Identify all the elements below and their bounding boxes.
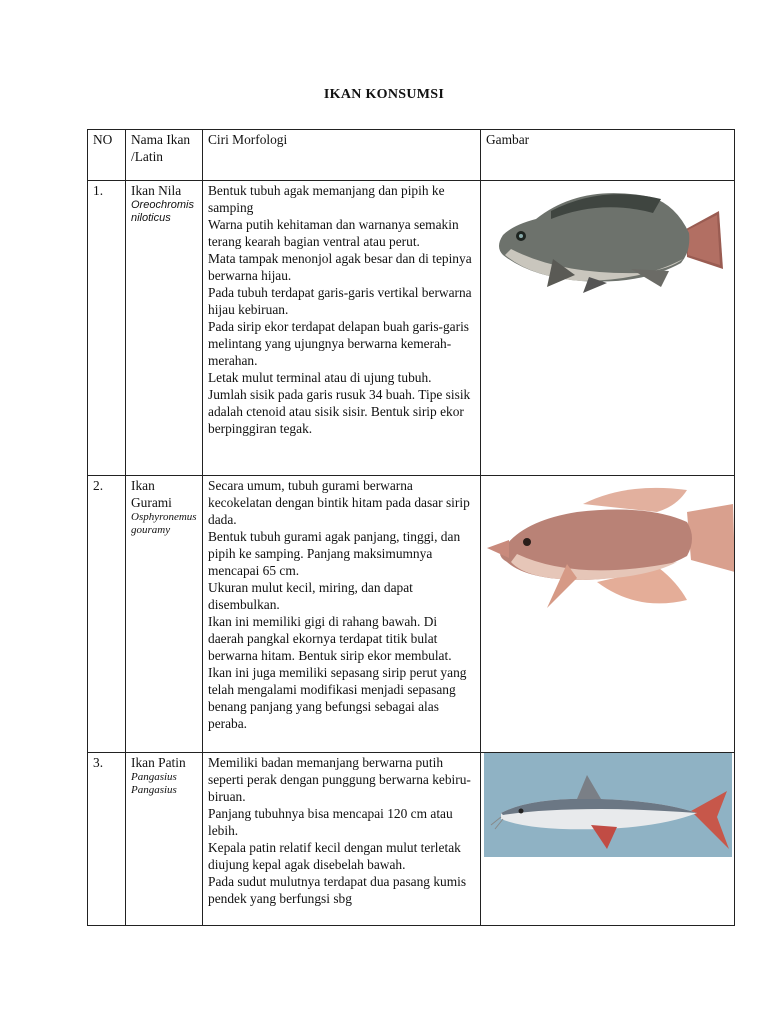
morphology-item: Ikan ini memiliki gigi di rahang bawah. Di daerah pangkal ekornya terdapat titik bulat berwarna hitam. Bentuk sirip ekor membulat.	[208, 614, 452, 663]
header-ciri: Ciri Morfologi	[203, 130, 481, 181]
document-title: IKAN KONSUMSI	[323, 87, 445, 102]
morphology-item: Mata tampak menonjol agak besar dan di tepinya berwarna hijau.	[208, 251, 472, 283]
table-row	[88, 476, 735, 753]
table-row	[88, 753, 735, 926]
gourami-fish-image	[481, 476, 735, 616]
morphology-item: Bentuk tubuh gurami agak panjang, tinggi, dan pipih ke samping. Panjang maksimumnya mencapai 65 cm.	[208, 529, 461, 578]
morphology-item: Ikan ini juga memiliki sepasang sirip perut yang telah mengalami modifikasi menjadi sepasang benang panjang yang befungsi sebagai alas peraba.	[208, 665, 467, 731]
morphology-item: Memiliki badan memanjang berwarna putih seperti perak dengan punggung berwarna kebiru-biruan.	[208, 755, 471, 804]
morphology-cell	[203, 181, 481, 476]
row-number: 2.	[88, 476, 126, 753]
morphology-cell	[203, 476, 481, 753]
table-header-row	[88, 130, 735, 181]
morphology-item: Warna putih kehitaman dan warnanya semakin terang kearah bagian ventral atau perut.	[208, 217, 459, 249]
morphology-item: Pada tubuh terdapat garis-garis vertikal berwarna hijau kebiruan.	[208, 285, 472, 317]
fish-name-cell	[126, 181, 203, 476]
morphology-item: Pada sirip ekor terdapat delapan buah garis-garis melintang yang ujungnya berwarna kemerah-merahan.	[208, 319, 470, 368]
morphology-item: Letak mulut terminal atau di ujung tubuh.	[208, 370, 432, 385]
fish-latin-name: Pangasius Pangasius	[131, 771, 177, 796]
fish-image-cell	[481, 476, 735, 753]
header-no: NO	[88, 130, 126, 181]
header-name: Nama Ikan /Latin	[126, 130, 203, 181]
morphology-item: Ukuran mulut kecil, miring, dan dapat disembulkan.	[208, 580, 413, 612]
fish-name: Ikan Patin	[131, 755, 186, 770]
table-row	[88, 181, 735, 476]
fish-name-cell	[126, 476, 203, 753]
fish-latin-name: Oreochromis niloticus	[131, 199, 194, 224]
header-image: Gambar	[481, 130, 735, 181]
tilapia-fish-image	[481, 181, 735, 311]
row-number: 1.	[88, 181, 126, 476]
fish-name: Ikan Gurami	[131, 478, 172, 510]
morphology-item: Secara umum, tubuh gurami berwarna kecokelatan dengan bintik hitam pada dasar sirip dada.	[208, 478, 470, 527]
morphology-item: Pada sudut mulutnya terdapat dua pasang kumis pendek yang berfungsi sbg	[208, 874, 467, 906]
morphology-cell	[203, 753, 481, 926]
fish-image-cell	[481, 181, 735, 476]
morphology-item: Jumlah sisik pada garis rusuk 34 buah. Tipe sisik adalah ctenoid atau sisik sisir. Bentuk sirip ekor berpinggiran tegak.	[208, 387, 471, 436]
fish-table	[87, 129, 735, 926]
morphology-item: Kepala patin relatif kecil dengan mulut terletak diujung kepal agak disebelah bawah.	[208, 840, 461, 872]
pangasius-fish-image	[481, 753, 735, 859]
row-number: 3.	[88, 753, 126, 926]
morphology-item: Bentuk tubuh agak memanjang dan pipih ke samping	[208, 183, 445, 215]
fish-name-cell	[126, 753, 203, 926]
fish-image-cell	[481, 753, 735, 926]
fish-name: Ikan Nila	[131, 183, 182, 198]
fish-latin-name: Osphyronemus gouramy	[131, 511, 197, 536]
morphology-item: Panjang tubuhnya bisa mencapai 120 cm atau lebih.	[208, 806, 453, 838]
